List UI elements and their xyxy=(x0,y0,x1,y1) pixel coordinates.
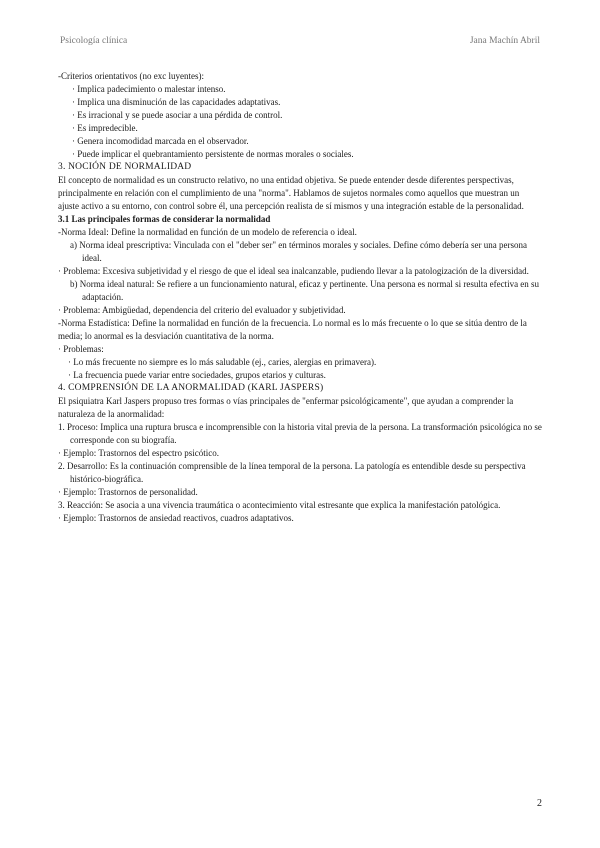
list-item: · Lo más frecuente no siempre es lo más saludable (ej., caries, alergias en primavera). xyxy=(68,356,542,369)
list-item: · La frecuencia puede variar entre sociedades, grupos etarios y culturas. xyxy=(68,369,542,382)
jaspers-item-3: 3. Reacción: Se asocia a una vivencia traumática o acontecimiento vital estresante que explica la manifestación patológica. xyxy=(58,500,501,510)
list-item: · Puede implicar el quebrantamiento persistente de normas morales o sociales. xyxy=(72,148,542,161)
list-item: · Es impredecible. xyxy=(72,122,542,135)
subsection-3-1-title: 3.1 Las principales formas de considerar la normalidad xyxy=(58,214,271,224)
jaspers-item-1: 1. Proceso: Implica una ruptura brusca e incomprensible con la historia vital previa de la persona. La transformación psicológica no se corresponde con su biografía. xyxy=(58,422,542,445)
jaspers-item-2-example: · Ejemplo: Trastornos de personalidad. xyxy=(58,487,198,497)
jaspers-item-1-example: · Ejemplo: Trastornos del espectro psicótico. xyxy=(58,448,219,458)
list-item: · Implica una disminución de las capacidades adaptativas. xyxy=(72,96,542,109)
section-4-title: 4. COMPRENSIÓN DE LA ANORMALIDAD (KARL JASPERS) xyxy=(58,383,324,393)
ideal-norm-a: a) Norma ideal prescriptiva: Vinculada con el "deber ser" en términos morales y sociales. Define cómo debería ser una persona ideal. xyxy=(70,240,527,263)
ideal-norm-b: b) Norma ideal natural: Se refiere a un funcionamiento natural, eficaz y pertinente. Una persona es normal si resulta efectiva en su adaptación. xyxy=(70,279,540,302)
ideal-norm-b-problem: · Problema: Ambigüedad, dependencia del criterio del evaluador y subjetividad. xyxy=(58,305,346,315)
section-4-intro: El psiquiatra Karl Jaspers propuso tres formas o vías principales de "enfermar psicológicamente", que ayudan a comprender la naturaleza de la anormalidad: xyxy=(58,396,514,419)
list-item: · Es irracional y se puede asociar a una pérdida de control. xyxy=(72,109,542,122)
page-number: 2 xyxy=(537,798,542,809)
jaspers-item-2: 2. Desarrollo: Es la continuación comprensible de la línea temporal de la persona. La patología es entendible desde su perspectiva histórico-biográfica. xyxy=(58,461,526,484)
ideal-norm-definition: -Norma Ideal: Define la normalidad en función de un modelo de referencia o ideal. xyxy=(58,227,357,237)
statistical-problems-list xyxy=(58,356,542,382)
criteria-title: -Criterios orientativos (no exc luyentes): xyxy=(58,71,204,81)
statistical-norm-definition: -Norma Estadística: Define la normalidad en función de la frecuencia. Lo normal es lo más frecuente o lo que se sitúa dentro de la media; lo anormal es la desviación cuantitativa de la norma. xyxy=(58,318,527,341)
section-3-intro: El concepto de normalidad es un constructo relativo, no una entidad objetiva. Se puede entender desde diferentes perspectivas, principalmente en relación con el cumplimiento de una "norma". Hablamos de sujetos normales como aquellos que muestran un ajuste activo a su entorno, con control sobre él, una percepción realista de sí mismos y una integración estable de la personalidad. xyxy=(58,175,524,211)
list-item: · Implica padecimiento o malestar intenso. xyxy=(72,83,542,96)
page-content xyxy=(58,70,542,525)
ideal-norm-a-problem: · Problema: Excesiva subjetividad y el riesgo de que el ideal sea inalcanzable, pudiendo llevar a la patologización de la diversidad. xyxy=(58,266,529,276)
criteria-list xyxy=(58,83,542,161)
section-3-title: 3. NOCIÓN DE NORMALIDAD xyxy=(58,162,192,172)
jaspers-item-3-example: · Ejemplo: Trastornos de ansiedad reactivos, cuadros adaptativos. xyxy=(58,513,294,523)
list-item: · Genera incomodidad marcada en el observador. xyxy=(72,135,542,148)
header-author: Jana Machín Abril xyxy=(469,36,540,46)
header-subject: Psicología clínica xyxy=(60,36,128,46)
statistical-problems-title: · Problemas: xyxy=(58,344,104,354)
